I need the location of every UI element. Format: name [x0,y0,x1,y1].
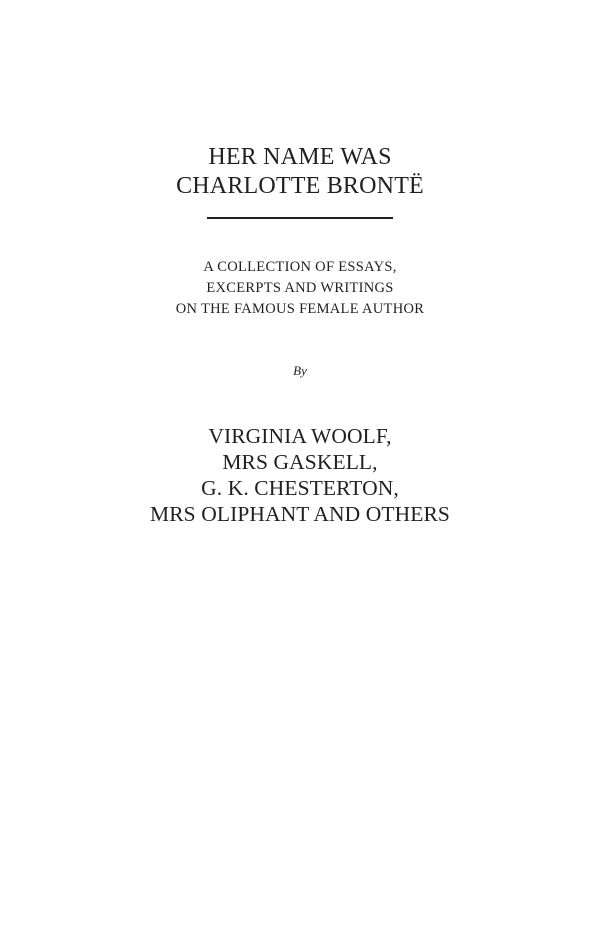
book-title-line-1: HER NAME WAS [208,144,392,170]
book-title-line-2: CHARLOTTE BRONTË [176,173,424,199]
title-divider [207,217,393,219]
author-line-1: VIRGINIA WOOLF, [208,424,392,448]
book-subtitle-line-1: A COLLECTION OF ESSAYS, [203,259,397,275]
byline: By [293,363,307,378]
book-subtitle-line-3: ON THE FAMOUS FEMALE AUTHOR [175,301,425,317]
book-subtitle [0,257,600,320]
author-list [0,423,600,527]
author-line-3: G. K. CHESTERTON, [201,476,399,500]
author-line-2: MRS GASKELL, [222,450,378,474]
book-title [0,143,600,201]
book-subtitle-line-2: EXCERPTS AND WRITINGS [206,280,394,296]
author-line-4: MRS OLIPHANT AND OTHERS [150,502,450,526]
